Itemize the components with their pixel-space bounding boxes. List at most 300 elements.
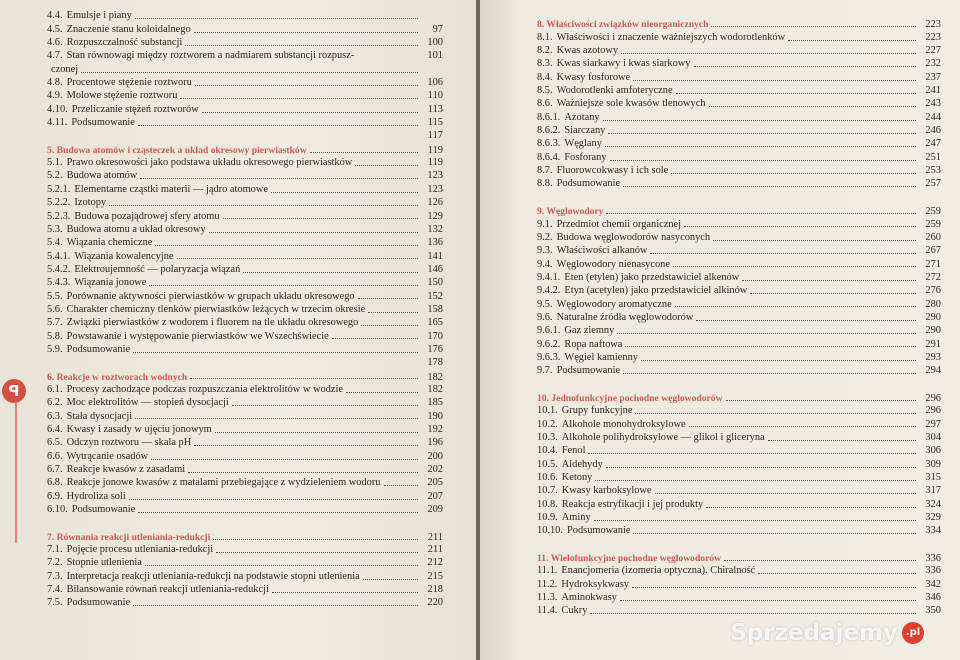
toc-entry[interactable]: [33, 449, 443, 462]
section-number: 6.8.: [47, 477, 63, 489]
leader-dots: [135, 18, 418, 19]
section-number: 7.3.: [47, 570, 63, 582]
section-number: 9.2.: [537, 231, 553, 243]
toc-entry[interactable]: [523, 604, 941, 617]
leader-dots: [713, 240, 916, 241]
page-number: 152: [427, 290, 443, 302]
section-number: 9.6.: [537, 311, 553, 323]
toc-entry[interactable]: [523, 244, 941, 257]
leader-dots: [595, 480, 916, 481]
toc-entry[interactable]: [33, 463, 443, 476]
toc-spacer: [523, 537, 941, 550]
toc-entry[interactable]: [523, 271, 941, 284]
section-title: Aldehydy: [561, 458, 603, 470]
leader-dots: [216, 552, 418, 553]
toc-entry[interactable]: [33, 36, 443, 49]
toc-chapter[interactable]: [33, 529, 443, 542]
section-number: 5.2.3.: [47, 210, 71, 222]
leader-dots: [213, 539, 418, 540]
section-number: 8.2.: [537, 45, 553, 57]
toc-entry[interactable]: [33, 156, 443, 169]
toc-entry[interactable]: [33, 423, 443, 436]
page-number: 309: [925, 458, 941, 470]
page-number: 117: [427, 130, 443, 142]
leader-dots: [590, 613, 916, 614]
page-number: 218: [427, 584, 443, 596]
section-title: Właściwości alkanów: [556, 245, 648, 257]
leader-dots: [355, 165, 418, 166]
toc-entry[interactable]: [523, 177, 941, 190]
section-number: 7.1.: [47, 544, 63, 556]
leader-dots: [606, 467, 916, 468]
toc-entry[interactable]: [33, 356, 443, 369]
toc-chapter[interactable]: [33, 369, 443, 382]
toc-entry[interactable]: [523, 311, 941, 324]
section-number: 5.8.: [47, 330, 63, 342]
leader-dots: [177, 258, 419, 259]
section-number: 7.4.: [47, 584, 63, 596]
section-number: 10.7.: [537, 485, 558, 497]
toc-entry[interactable]: [33, 596, 443, 609]
page-number: 202: [427, 464, 443, 476]
toc-entry[interactable]: [33, 569, 443, 582]
section-title: Charakter chemiczny tlenków pierwiastków leżących w trzecim okresie: [66, 303, 366, 315]
page-number: 304: [925, 432, 941, 443]
toc-entry[interactable]: [33, 343, 443, 356]
toc-chapter[interactable]: [33, 142, 443, 155]
leader-dots: [588, 453, 916, 454]
chapter-title: 5. Budowa atomów i cząsteczek a układ okresowy pierwiastków: [47, 144, 307, 156]
section-title: Podsumowanie: [566, 525, 631, 537]
leader-dots: [684, 226, 916, 227]
leader-dots: [195, 85, 418, 86]
page-number: 293: [925, 351, 941, 363]
toc-entry[interactable]: [523, 524, 941, 537]
chapter-title: 10. Jednofunkcyjne pochodne węglowodorów: [537, 392, 723, 404]
section-number: 6.10.: [47, 504, 68, 516]
page-number: 251: [925, 151, 941, 163]
toc-chapter[interactable]: [523, 391, 941, 404]
leader-dots: [361, 325, 418, 326]
section-number: 5.4.3.: [47, 277, 71, 289]
toc-entry[interactable]: [33, 409, 443, 422]
section-number: 10.5.: [537, 458, 558, 470]
page-number: 190: [427, 410, 443, 422]
section-title: Porównanie aktywności pierwiastków w grupach układu okresowego: [66, 290, 355, 302]
section-number: 8.7.: [537, 165, 553, 177]
page-number: 306: [925, 445, 941, 457]
section-number: 5.5.: [47, 290, 63, 302]
section-number: 6.1.: [47, 383, 63, 395]
leader-dots: [689, 426, 916, 427]
section-number: 5.6.: [47, 303, 63, 315]
toc-entry[interactable]: [523, 297, 941, 310]
section-number: 10.10.: [537, 525, 563, 537]
leader-dots: [243, 272, 418, 273]
leader-dots: [332, 338, 418, 339]
leader-dots: [368, 312, 418, 313]
leader-dots: [635, 413, 916, 414]
leader-dots: [788, 40, 916, 41]
leader-dots: [617, 333, 916, 334]
leader-dots: [750, 293, 916, 294]
leader-dots: [706, 507, 916, 508]
page-number: 336: [925, 553, 941, 565]
section-number: 8.6.3.: [537, 138, 561, 150]
section-title: Węgiel kamienny: [564, 351, 638, 363]
section-title: Reakcja estryfikacji i jej produkty: [561, 498, 704, 510]
toc-entry[interactable]: [33, 182, 443, 195]
leader-dots: [149, 285, 418, 286]
section-title: Podsumowanie: [71, 117, 135, 129]
toc-entry[interactable]: [33, 329, 443, 342]
leader-dots: [633, 533, 916, 534]
page-number: 259: [925, 218, 941, 230]
section-title: Wodorotlenki amfoteryczne: [556, 85, 673, 97]
toc-entry[interactable]: [33, 102, 443, 115]
page-number: 317: [925, 485, 941, 497]
section-title: Siarczany: [564, 125, 606, 137]
toc-entry[interactable]: [523, 484, 941, 497]
chapter-title: 11. Wielofunkcyjne pochodne węglowodorów: [537, 553, 722, 565]
toc-entry[interactable]: [33, 89, 443, 102]
toc-entry[interactable]: [33, 383, 443, 396]
leader-dots: [758, 573, 916, 574]
leader-dots: [81, 72, 418, 73]
section-title: Węglowodory nienasycone: [556, 258, 670, 270]
section-title: Aminokwasy: [561, 592, 617, 604]
leader-dots: [188, 472, 418, 473]
toc-entry[interactable]: [33, 209, 443, 222]
page-number: 315: [925, 472, 941, 484]
section-number: 8.6.: [537, 98, 553, 110]
section-title: Alkohole polihydroksylowe — glikol i gliceryna: [561, 432, 765, 443]
chapter-marker-icon: ꟼ: [2, 379, 26, 403]
toc-entry[interactable]: [523, 577, 941, 590]
leader-dots: [346, 392, 418, 393]
toc-entry[interactable]: [523, 417, 941, 430]
section-title: Wytrącanie osadów: [66, 450, 149, 462]
toc-entry[interactable]: [33, 503, 443, 516]
section-title: Kwasy karboksylowe: [561, 485, 652, 497]
toc-entry[interactable]: [33, 116, 443, 129]
page-number: 346: [925, 592, 941, 604]
leader-dots: [694, 66, 917, 67]
toc-entry[interactable]: [523, 404, 941, 417]
leader-dots: [768, 440, 916, 441]
section-number: 10.9.: [537, 512, 558, 524]
toc-entry[interactable]: [523, 591, 941, 604]
toc-entry[interactable]: [523, 124, 941, 137]
section-number: 8.1.: [537, 31, 553, 43]
section-number: 5.2.1.: [47, 183, 71, 195]
page-number: 136: [427, 237, 443, 249]
chapter-title: 8. Właściwości związków nieorganicznych: [537, 19, 709, 31]
toc-entry[interactable]: [523, 284, 941, 297]
page-number: 110: [427, 90, 443, 102]
toc-entry[interactable]: [33, 62, 443, 75]
page-number: 215: [427, 570, 443, 582]
leader-dots: [202, 112, 418, 113]
section-number: 5.7.: [47, 317, 63, 329]
toc-entry[interactable]: [33, 249, 443, 262]
section-number: 9.4.: [537, 258, 553, 270]
section-title: Budowa pozajądrowej sfery atomu: [74, 210, 220, 222]
page-number: 170: [427, 330, 443, 342]
toc-entry[interactable]: [523, 97, 941, 110]
section-title: Budowa węglowodorów nasyconych: [556, 231, 711, 243]
section-number: 6.2.: [47, 397, 63, 409]
section-number: 10.2.: [537, 418, 558, 430]
leader-dots: [271, 192, 418, 193]
leader-dots: [232, 405, 418, 406]
section-title: Wiązania jonowe: [74, 277, 147, 289]
toc-entry[interactable]: [523, 511, 941, 524]
section-title: Podsumowanie: [556, 178, 621, 190]
section-title: Kwas siarkawy i kwas siarkowy: [556, 58, 691, 70]
section-title: Fenol: [561, 445, 586, 457]
page-number: 232: [925, 58, 941, 70]
section-title: Przeliczanie stężeń roztworów: [71, 103, 199, 115]
page-number: 267: [925, 245, 941, 257]
section-title: Podsumowanie: [66, 597, 131, 609]
toc-entry[interactable]: [523, 351, 941, 364]
toc-entry[interactable]: [33, 489, 443, 502]
watermark-badge: .pl: [902, 622, 924, 644]
section-title: Gaz ziemny: [564, 325, 615, 337]
page-number: 119: [427, 144, 443, 156]
leader-dots: [129, 499, 418, 500]
section-number: 6.3.: [47, 410, 63, 422]
section-title: Enancjomeria (izomeria optyczna). Chiralność: [561, 565, 756, 577]
toc-entry[interactable]: [33, 223, 443, 236]
leader-dots: [608, 133, 916, 134]
toc-entry[interactable]: [523, 457, 941, 470]
section-number: 8.4.: [537, 71, 553, 83]
leader-dots: [223, 218, 418, 219]
section-title: Właściwości i znaczenie ważniejszych wodorotlenków: [556, 31, 786, 43]
toc-entry[interactable]: [33, 129, 443, 142]
section-title: Węglany: [564, 138, 602, 150]
left-page: [0, 0, 476, 660]
page-number: 101: [427, 50, 443, 62]
page-number: 115: [427, 117, 443, 129]
toc-entry[interactable]: [523, 57, 941, 70]
toc-entry[interactable]: [33, 236, 443, 249]
toc-entry[interactable]: [33, 76, 443, 89]
page-number: 237: [925, 71, 941, 83]
leader-dots: [185, 45, 418, 46]
leader-dots: [135, 418, 418, 419]
toc-entry[interactable]: [33, 436, 443, 449]
section-number: 9.6.2.: [537, 338, 561, 350]
page-number: 280: [925, 298, 941, 310]
toc-entry[interactable]: [33, 476, 443, 489]
leader-dots: [632, 587, 916, 588]
section-title: Grupy funkcyjne: [561, 405, 633, 417]
toc-entry[interactable]: [523, 164, 941, 177]
marker-rule: [15, 403, 17, 543]
page-number: 246: [925, 125, 941, 137]
watermark-text: Sprzedajemy: [730, 620, 898, 646]
page-number: 294: [925, 365, 941, 377]
chapter-title: 7. Równania reakcji utleniania-redukcji: [47, 531, 211, 543]
section-number: 5.9.: [47, 343, 63, 355]
leader-dots: [724, 560, 916, 561]
toc-entry[interactable]: [523, 70, 941, 83]
page-number: 200: [427, 450, 443, 462]
page-number: 272: [925, 271, 941, 283]
section-title: Procentowe stężenie roztworu: [66, 77, 192, 89]
toc-entry[interactable]: [33, 9, 443, 22]
toc-entry[interactable]: [523, 137, 941, 150]
page-number: 247: [925, 138, 941, 150]
toc-entry[interactable]: [33, 543, 443, 556]
section-number: 6.7.: [47, 464, 63, 476]
leader-dots: [155, 245, 418, 246]
toc-chapter[interactable]: [523, 17, 941, 30]
page-number: 241: [925, 85, 941, 97]
toc-entry[interactable]: [523, 337, 941, 350]
toc-entry[interactable]: [523, 150, 941, 163]
toc-entry[interactable]: [523, 324, 941, 337]
page-number: 146: [427, 263, 443, 275]
section-title: Podsumowanie: [66, 343, 131, 355]
page-number: 297: [925, 418, 941, 430]
page-number: 260: [925, 231, 941, 243]
leader-dots: [180, 98, 418, 99]
toc-entry[interactable]: [33, 316, 443, 329]
toc-entry[interactable]: [523, 257, 941, 270]
leader-dots: [209, 232, 418, 233]
leader-dots: [620, 600, 916, 601]
page-number: 350: [925, 605, 941, 617]
leader-dots: [742, 280, 916, 281]
toc-entry[interactable]: [523, 217, 941, 230]
leader-dots: [623, 186, 916, 187]
section-title: Wiązania kowalencyjne: [74, 250, 174, 262]
toc-entry[interactable]: [33, 276, 443, 289]
toc-entry[interactable]: [523, 364, 941, 377]
page-number: 291: [925, 338, 941, 350]
section-number: 10.4.: [537, 445, 558, 457]
page-number: 123: [427, 170, 443, 182]
toc-chapter[interactable]: [523, 204, 941, 217]
page-number: 119: [427, 157, 443, 169]
section-number: 8.6.4.: [537, 151, 561, 163]
watermark: [730, 620, 924, 646]
toc-entry[interactable]: [523, 471, 941, 484]
leader-dots: [194, 445, 418, 446]
toc-entry[interactable]: [523, 497, 941, 510]
page-number: 212: [427, 557, 443, 569]
section-title: Izotopy: [74, 197, 107, 209]
section-number: 4.8.: [47, 77, 63, 89]
leader-dots: [358, 298, 418, 299]
section-number: 4.9.: [47, 90, 63, 102]
section-number: 6.4.: [47, 424, 63, 435]
page-number: 178: [427, 357, 443, 369]
section-title: Ropa naftowa: [564, 338, 623, 350]
leader-dots: [151, 459, 418, 460]
leader-dots: [363, 579, 418, 580]
section-number: 10.3.: [537, 432, 558, 443]
page-number: 106: [427, 77, 443, 89]
section-number: 11.3.: [537, 592, 558, 604]
page-number: 290: [925, 325, 941, 337]
section-number: 8.8.: [537, 178, 553, 190]
section-number: 5.1.: [47, 157, 63, 169]
toc-entry[interactable]: [523, 431, 941, 444]
leader-dots: [726, 400, 917, 401]
toc-entry[interactable]: [33, 556, 443, 569]
section-number: 9.6.3.: [537, 351, 561, 363]
toc-entry[interactable]: [33, 263, 443, 276]
page-number: 211: [427, 531, 443, 543]
section-title: Kwasy i zasady w ujęciu jonowym: [66, 424, 212, 435]
page-number: 276: [925, 285, 941, 297]
page-number: 336: [925, 565, 941, 577]
toc-entry[interactable]: [33, 196, 443, 209]
page-number: 165: [427, 317, 443, 329]
leader-dots: [709, 106, 916, 107]
leader-dots: [133, 352, 418, 353]
toc-chapter[interactable]: [523, 551, 941, 564]
leader-dots: [675, 306, 916, 307]
toc-entry[interactable]: [523, 84, 941, 97]
section-title: Cukry: [561, 605, 588, 617]
leader-dots: [641, 360, 916, 361]
toc-entry[interactable]: [523, 564, 941, 577]
toc-entry[interactable]: [523, 44, 941, 57]
section-title: czonej: [51, 63, 79, 75]
section-title: Hydroliza soli: [66, 490, 126, 502]
section-title: Związki pierwiastków z wodorem i fluorem na tle układu okresowego: [66, 317, 359, 329]
toc-entry[interactable]: [33, 22, 443, 35]
page-number: 123: [427, 183, 443, 195]
section-number: 6.6.: [47, 450, 63, 462]
toc-entry[interactable]: [33, 169, 443, 182]
toc-entry[interactable]: [33, 49, 443, 62]
section-number: 10.1.: [537, 405, 558, 417]
toc-entry[interactable]: [33, 396, 443, 409]
page-number: 329: [925, 512, 941, 524]
toc-entry[interactable]: [523, 110, 941, 123]
toc-entry[interactable]: [33, 303, 443, 316]
toc-entry[interactable]: [33, 583, 443, 596]
section-title: Stopnie utlenienia: [66, 557, 142, 569]
section-number: 8.5.: [537, 85, 553, 97]
toc-entry[interactable]: [523, 30, 941, 43]
leader-dots: [673, 266, 916, 267]
section-number: 11.2.: [537, 578, 558, 590]
leader-dots: [655, 493, 916, 494]
section-number: 5.4.2.: [47, 263, 71, 275]
page-number: 100: [427, 37, 443, 49]
section-number: 8.6.2.: [537, 125, 561, 137]
section-title: Węglowodory aromatyczne: [556, 298, 672, 310]
toc-entry[interactable]: [523, 231, 941, 244]
toc-entry[interactable]: [33, 289, 443, 302]
section-title: Molowe stężenie roztworu: [66, 90, 178, 102]
leader-dots: [384, 485, 419, 486]
leader-dots: [194, 32, 418, 33]
leader-dots: [623, 373, 916, 374]
section-number: 9.3.: [537, 245, 553, 257]
page-number: 342: [925, 578, 941, 590]
toc-entry[interactable]: [523, 444, 941, 457]
page-number: 205: [427, 477, 443, 489]
